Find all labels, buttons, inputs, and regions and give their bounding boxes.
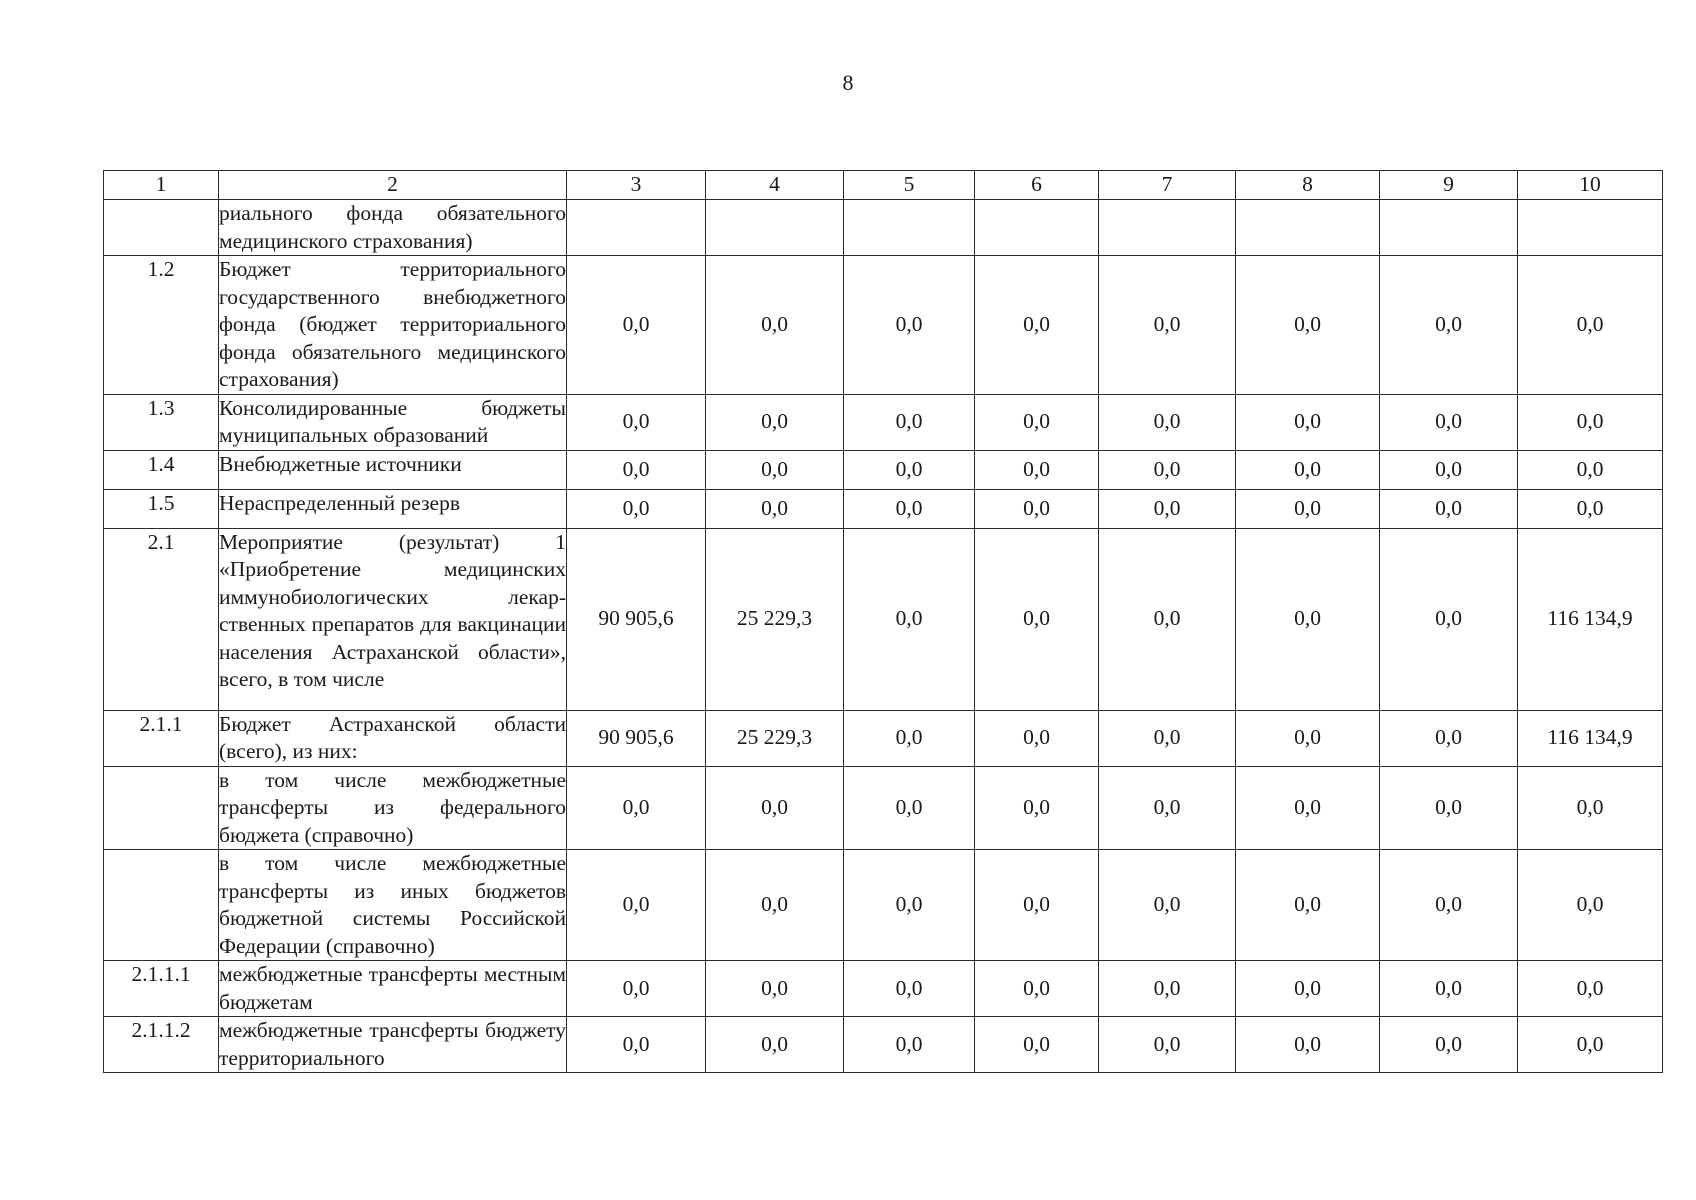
value-cell: 0,0 [844,710,975,766]
row-description: риального фонда обязательного медицинского страхования) [219,200,567,256]
value-cell: 0,0 [1236,528,1380,710]
value-cell: 0,0 [567,850,706,961]
header-row [104,171,1663,200]
value-cell: 0,0 [1099,766,1236,850]
value-cell: 0,0 [1380,766,1518,850]
row-number: 2.1.1.2 [104,1017,219,1073]
value-cell: 0,0 [706,850,844,961]
value-cell: 0,0 [1236,1017,1380,1073]
value-cell: 0,0 [706,450,844,489]
value-cell: 0,0 [1518,394,1663,450]
table-row [104,450,1663,489]
row-description: в том числе межбюджетные трансферты из иных бюджетов бюджетной системы Российской Федерации (справочно) [219,850,567,961]
value-cell: 0,0 [567,256,706,395]
value-cell: 0,0 [706,256,844,395]
table-row [104,961,1663,1017]
table-row [104,256,1663,395]
value-cell: 0,0 [844,256,975,395]
row-number: 1.2 [104,256,219,395]
value-cell: 0,0 [706,489,844,528]
row-description: Нераспределенный резерв [219,489,567,528]
value-cell: 90 905,6 [567,710,706,766]
value-cell: 0,0 [567,766,706,850]
value-cell: 0,0 [706,961,844,1017]
table-row [104,200,1663,256]
value-cell: 0,0 [1518,766,1663,850]
value-cell [567,200,706,256]
value-cell: 0,0 [844,1017,975,1073]
value-cell: 0,0 [975,1017,1099,1073]
value-cell: 0,0 [706,394,844,450]
value-cell: 116 134,9 [1518,710,1663,766]
row-number: 2.1.1 [104,710,219,766]
value-cell: 0,0 [1518,961,1663,1017]
value-cell [706,200,844,256]
value-cell: 0,0 [844,450,975,489]
value-cell: 0,0 [844,489,975,528]
value-cell: 0,0 [1099,710,1236,766]
row-description: Бюджет Астраханской области (всего), из них: [219,710,567,766]
table-row [104,766,1663,850]
table-body [104,200,1663,1073]
value-cell: 0,0 [567,450,706,489]
value-cell: 90 905,6 [567,528,706,710]
row-description: межбюджетные трансферты местным бюджетам [219,961,567,1017]
column-header: 6 [975,171,1099,200]
column-header: 8 [1236,171,1380,200]
value-cell [1236,200,1380,256]
row-description: Мероприятие (результат) 1 «Приобретение медицинских иммунобиологических лекарственных препаратов для вакцинации населения Астраханской области», всего, в том числе [219,528,567,710]
value-cell [844,200,975,256]
value-cell: 0,0 [1380,256,1518,395]
value-cell: 0,0 [975,489,1099,528]
table-row [104,1017,1663,1073]
value-cell: 0,0 [1380,1017,1518,1073]
value-cell: 0,0 [567,961,706,1017]
row-description: в том числе межбюджетные трансферты из федерального бюджета (справочно) [219,766,567,850]
value-cell: 0,0 [1518,450,1663,489]
value-cell: 0,0 [567,1017,706,1073]
value-cell: 0,0 [1518,256,1663,395]
page-number: 8 [842,70,854,95]
value-cell: 0,0 [1380,850,1518,961]
value-cell: 0,0 [1236,850,1380,961]
row-number: 2.1.1.1 [104,961,219,1017]
row-description: Консолидированные бюджеты муниципальных образований [219,394,567,450]
value-cell: 0,0 [844,394,975,450]
row-number [104,850,219,961]
table-row [104,850,1663,961]
value-cell: 0,0 [1380,961,1518,1017]
value-cell: 116 134,9 [1518,528,1663,710]
value-cell: 0,0 [1099,961,1236,1017]
value-cell: 0,0 [567,394,706,450]
value-cell [975,200,1099,256]
value-cell: 0,0 [844,961,975,1017]
value-cell: 0,0 [706,766,844,850]
column-header: 5 [844,171,975,200]
value-cell: 25 229,3 [706,528,844,710]
row-number [104,200,219,256]
table-row [104,710,1663,766]
table-row [104,528,1663,710]
value-cell: 0,0 [844,850,975,961]
row-description: Внебюджетные источники [219,450,567,489]
value-cell: 0,0 [975,961,1099,1017]
value-cell: 0,0 [1099,256,1236,395]
value-cell: 0,0 [1236,766,1380,850]
value-cell: 0,0 [1236,489,1380,528]
value-cell: 0,0 [1099,1017,1236,1073]
column-header: 2 [219,171,567,200]
value-cell: 0,0 [1099,394,1236,450]
value-cell: 0,0 [1099,489,1236,528]
row-description: межбюджетные трансферты бюджету территориального [219,1017,567,1073]
column-header: 4 [706,171,844,200]
value-cell: 0,0 [1236,710,1380,766]
value-cell: 0,0 [975,766,1099,850]
value-cell: 0,0 [1099,528,1236,710]
column-header: 3 [567,171,706,200]
row-number [104,766,219,850]
value-cell: 0,0 [1380,450,1518,489]
column-header: 9 [1380,171,1518,200]
value-cell [1518,200,1663,256]
value-cell: 0,0 [975,710,1099,766]
value-cell: 0,0 [567,489,706,528]
row-number: 1.4 [104,450,219,489]
value-cell: 0,0 [844,528,975,710]
table-row [104,394,1663,450]
value-cell: 0,0 [1518,850,1663,961]
value-cell: 0,0 [1236,256,1380,395]
value-cell: 0,0 [1236,961,1380,1017]
value-cell: 0,0 [1380,528,1518,710]
value-cell: 0,0 [844,766,975,850]
value-cell [1099,200,1236,256]
table-row [104,489,1663,528]
value-cell: 0,0 [1380,489,1518,528]
row-number: 1.3 [104,394,219,450]
value-cell: 0,0 [1518,1017,1663,1073]
value-cell: 0,0 [1236,450,1380,489]
value-cell: 25 229,3 [706,710,844,766]
value-cell: 0,0 [706,1017,844,1073]
value-cell [1380,200,1518,256]
value-cell: 0,0 [1099,850,1236,961]
value-cell: 0,0 [975,394,1099,450]
budget-table [103,170,1663,1073]
row-number: 2.1 [104,528,219,710]
column-header: 10 [1518,171,1663,200]
value-cell: 0,0 [975,528,1099,710]
value-cell: 0,0 [975,450,1099,489]
value-cell: 0,0 [1518,489,1663,528]
value-cell: 0,0 [1099,450,1236,489]
value-cell: 0,0 [1380,710,1518,766]
value-cell: 0,0 [1236,394,1380,450]
row-number: 1.5 [104,489,219,528]
column-header: 1 [104,171,219,200]
value-cell: 0,0 [975,850,1099,961]
value-cell: 0,0 [1380,394,1518,450]
value-cell: 0,0 [975,256,1099,395]
row-description: Бюджет территориального государственного внебюджетного фонда (бюджет территориального фонда обязательного медицинского страхования) [219,256,567,395]
column-header: 7 [1099,171,1236,200]
